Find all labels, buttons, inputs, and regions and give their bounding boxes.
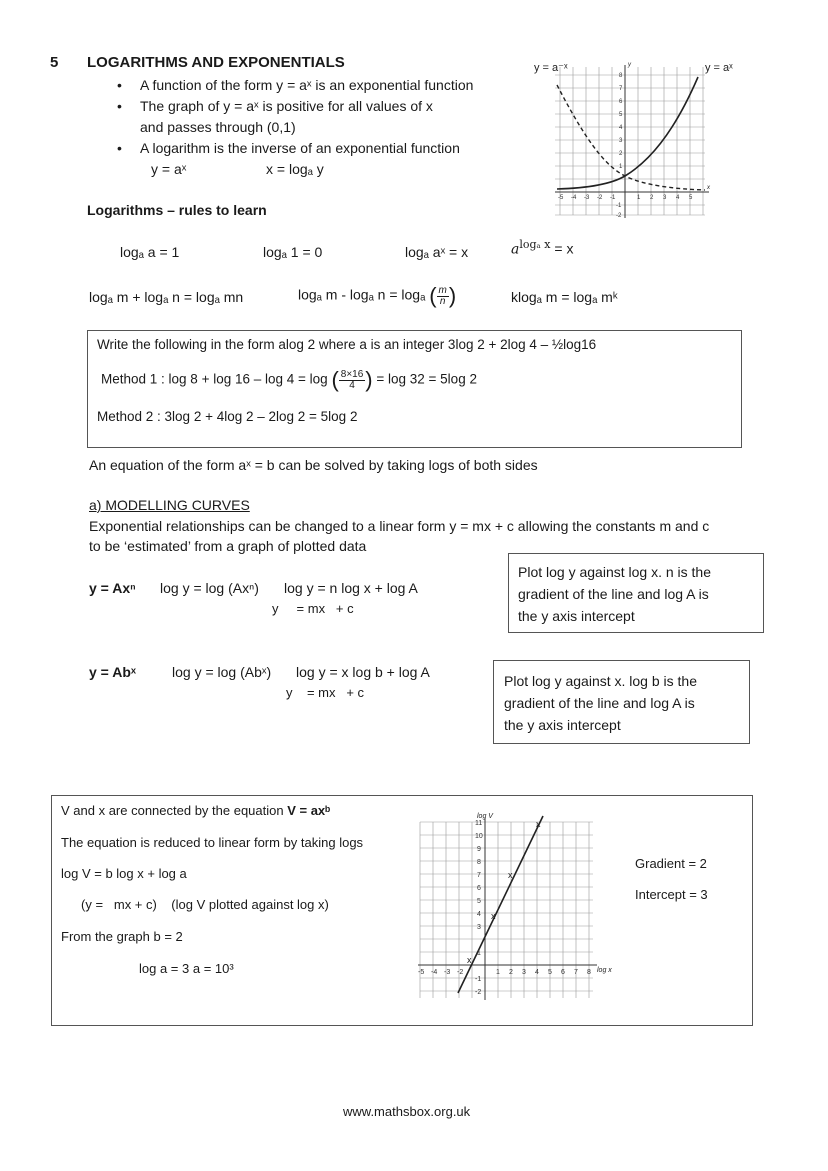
svg-text:4: 4	[676, 195, 680, 201]
svg-text:y: y	[628, 62, 631, 68]
exp-model-label: y = Abˣ	[89, 664, 137, 680]
svg-text:-2: -2	[597, 195, 603, 201]
svg-text:4: 4	[535, 969, 539, 976]
footer-url[interactable]: www.mathsbox.org.uk	[343, 1104, 471, 1119]
section-title: LOGARITHMS AND EXPONENTIALS	[87, 54, 345, 71]
svg-text:6: 6	[561, 969, 565, 976]
svg-text:1: 1	[496, 969, 500, 976]
rule-6: logₐ m - logₐ n = logₐ ( $\frac{m}{n}$ )	[298, 283, 457, 308]
svg-text:2: 2	[509, 969, 513, 976]
example-2-line-1: V and x are connected by the equation V = axᵇ	[61, 803, 331, 818]
bullet-text-2b: and passes through (0,1)	[140, 119, 296, 135]
example-2-line-2: The equation is reduced to linear form by taking logs	[61, 835, 364, 850]
example-1-method-2: Method 2 : 3log 2 + 4log 2 – 2log 2 = 5log 2	[97, 409, 358, 424]
svg-text:6: 6	[477, 885, 481, 892]
svg-text:1: 1	[619, 164, 623, 170]
modelling-heading: a) MODELLING CURVES	[89, 497, 250, 513]
svg-text:1: 1	[477, 950, 481, 957]
power-model-linear: y = mx + c	[272, 601, 354, 616]
svg-text:-1: -1	[616, 203, 622, 209]
svg-text:-1: -1	[610, 195, 616, 201]
power-model-eq2: log y = n log x + log A	[284, 580, 418, 596]
svg-text:-2: -2	[616, 213, 622, 219]
y-tick-labels	[616, 73, 623, 219]
exp-model-linear: y = mx + c	[286, 685, 365, 700]
graph-grid	[555, 67, 705, 215]
svg-text:7: 7	[477, 872, 481, 879]
svg-text:x: x	[508, 870, 513, 880]
bullet-text-3: A logarithm is the inverse of an exponential function	[140, 140, 460, 156]
power-model-eq1: log y = log (Axⁿ)	[160, 580, 259, 596]
rule-2: logₐ 1 = 0	[263, 244, 323, 260]
svg-text:x: x	[707, 185, 710, 191]
svg-text:9: 9	[477, 846, 481, 853]
svg-text:5: 5	[619, 112, 623, 118]
svg-text:-1: -1	[475, 976, 482, 983]
y-tick-labels	[475, 820, 483, 996]
svg-text:-2: -2	[475, 989, 482, 996]
axis-label-log-x: log x	[597, 967, 612, 974]
best-fit-line	[458, 816, 543, 993]
svg-text:4: 4	[477, 911, 481, 918]
svg-text:-2: -2	[457, 969, 464, 976]
svg-text:x: x	[536, 819, 541, 829]
svg-text:10: 10	[475, 833, 483, 840]
svg-text:3: 3	[619, 138, 623, 144]
power-model-label: y = Axⁿ	[89, 580, 136, 596]
svg-text:x: x	[467, 955, 472, 965]
label-y-equals-a-minus-x: y = a⁻ˣ	[534, 62, 568, 74]
bullet-icon: •	[117, 77, 122, 93]
x-tick-labels	[418, 969, 591, 976]
bullet-text-2: The graph of y = aˣ is positive for all values of x	[140, 98, 433, 114]
exp-model-eq2: log y = x log b + log A	[296, 664, 430, 680]
example-2-line-3: log V = b log x + log a	[61, 866, 187, 881]
svg-text:3: 3	[663, 195, 667, 201]
svg-text:2: 2	[650, 195, 654, 201]
svg-text:8: 8	[587, 969, 591, 976]
label-y-equals-a-x: y = aˣ	[705, 62, 733, 74]
bullet-icon: •	[117, 140, 122, 156]
svg-text:7: 7	[619, 86, 623, 92]
svg-text:8: 8	[477, 859, 481, 866]
svg-text:5: 5	[689, 195, 693, 201]
svg-text:2: 2	[619, 151, 623, 157]
rule-1: logₐ a = 1	[120, 244, 180, 260]
example-1-method-1: Method 1 : log 8 + log 16 – log 4 = log ( $\frac{8\times 16}{4}$ ) = log 32 = 5log 2	[101, 367, 477, 392]
modelling-text-1: Exponential relationships can be changed to a linear form y = mx + c allowing the constants m and c	[89, 518, 710, 534]
svg-text:11: 11	[475, 820, 483, 827]
equation-note: An equation of the form aˣ = b can be solved by taking logs of both sides	[89, 457, 538, 473]
svg-text:x: x	[491, 911, 496, 921]
svg-text:4: 4	[619, 125, 623, 131]
exponential-graph	[533, 55, 743, 225]
svg-text:1: 1	[637, 195, 641, 201]
rule-3: logₐ aˣ = x	[405, 244, 469, 260]
svg-text:-4: -4	[571, 195, 577, 201]
svg-text:5: 5	[548, 969, 552, 976]
example-2-line-6: log a = 3 a = 10³	[139, 961, 234, 976]
svg-text:3: 3	[477, 924, 481, 931]
svg-text:-5: -5	[418, 969, 425, 976]
svg-text:-3: -3	[584, 195, 590, 201]
exp-model-eq1: log y = log (Abˣ)	[172, 664, 272, 680]
rule-7: klogₐ m = logₐ mᵏ	[511, 289, 618, 305]
svg-text:6: 6	[619, 99, 623, 105]
svg-text:-3: -3	[444, 969, 451, 976]
gradient-result: Gradient = 2	[635, 856, 707, 871]
bullet-icon: •	[117, 98, 122, 114]
bullet-text-1: A function of the form y = aˣ is an exponential function	[140, 77, 474, 93]
data-points	[467, 819, 541, 965]
svg-text:5: 5	[477, 898, 481, 905]
log-log-graph	[415, 808, 620, 1003]
svg-text:-4: -4	[431, 969, 438, 976]
svg-text:-5: -5	[558, 195, 564, 201]
rules-heading: Logarithms – rules to learn	[87, 202, 267, 218]
power-model-note: Plot log y against log x. n is the gradient of the line and log A is the y axis intercept	[518, 564, 711, 624]
example-2-line-5: From the graph b = 2	[61, 929, 183, 944]
exp-model-note: Plot log y against x. log b is the gradient of the line and log A is the y axis intercept	[504, 673, 697, 733]
example-2-line-4: (y = mx + c) (log V plotted against log x)	[81, 897, 329, 912]
example-1-prompt: Write the following in the form alog 2 where a is an integer 3log 2 + 2log 4 – ½log16	[97, 337, 597, 352]
svg-text:7: 7	[574, 969, 578, 976]
axis-label-log-v: log V	[477, 813, 493, 820]
intercept-result: Intercept = 3	[635, 887, 708, 902]
svg-text:3: 3	[522, 969, 526, 976]
section-number: 5	[50, 54, 59, 71]
inverse-right: x = logₐ y	[266, 161, 324, 177]
inverse-left: y = aˣ	[151, 161, 187, 177]
modelling-text-2: to be ‘estimated’ from a graph of plotted data	[89, 538, 367, 554]
svg-text:8: 8	[619, 73, 623, 79]
rule-5: logₐ m + logₐ n = logₐ mn	[89, 289, 244, 305]
rule-4: $a^{log_a x} = x$	[511, 238, 574, 258]
